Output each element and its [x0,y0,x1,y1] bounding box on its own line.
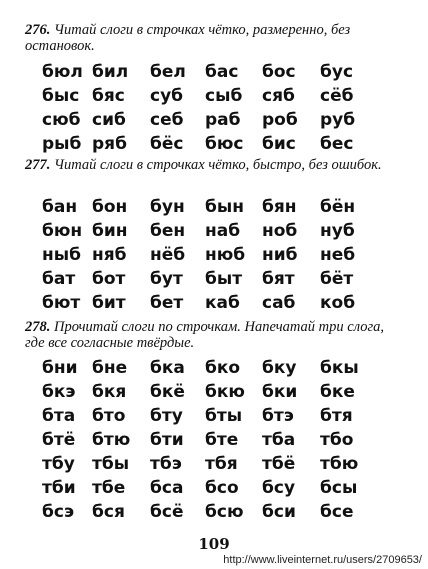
syllable: наб [205,221,241,241]
syllable: бюн [42,221,83,241]
syllable: бсэ [42,502,75,522]
syllable: бут [150,269,183,289]
syllable: бес [320,134,354,154]
syllable: бся [92,502,125,522]
syllable: тбу [42,454,75,474]
syllable: бан [42,197,78,217]
syllable: бкю [205,382,245,402]
syllable: сяб [262,86,295,106]
syllable: бос [262,62,296,82]
syllable: бсы [320,478,358,498]
syllable: саб [262,293,296,313]
syllable: бёс [150,134,184,154]
syllable: сюб [42,110,81,130]
syllable: бас [205,62,239,82]
syllable: бят [262,269,295,289]
syllable: бса [150,478,184,498]
syllable: бкё [150,382,185,402]
syllable: быс [42,86,80,106]
instruction-text: Читай слоги в строчках чётко, быстро, без ошибок. [54,157,382,173]
exercise-number: 276. [25,22,51,38]
syllable: бси [262,502,296,522]
page-number: 109 [198,535,230,553]
syllable: бяс [92,86,125,106]
syllable: тбя [205,454,238,474]
syllable: бку [262,358,297,378]
syllable: тбё [262,454,296,474]
syllable: бат [42,269,76,289]
syllable: бту [150,406,183,426]
syllable: бсё [150,502,184,522]
instruction-text: Прочитай слоги по строчкам. Напечатай три слога, где все согласные твёрдые. [25,319,384,351]
syllable: неб [320,245,356,265]
syllable: бил [92,62,129,82]
exercise-276-instruction [25,22,400,54]
syllable: бус [320,62,354,82]
syllable: бис [262,134,296,154]
syllable: бтю [92,430,131,450]
syllable: бне [92,358,128,378]
syllable: коб [320,293,356,313]
syllable: бин [92,221,128,241]
syllable: суб [150,86,184,106]
syllable: каб [205,293,240,313]
syllable: руб [320,110,356,130]
syllable: бкы [320,358,359,378]
syllable: бты [205,406,243,426]
syllable: бтэ [262,406,294,426]
syllable: тбе [92,478,126,498]
syllable: рыб [42,134,82,154]
syllable: тбо [320,430,354,450]
syllable: ныб [42,245,81,265]
syllable: бют [42,293,81,313]
syllable: бет [150,293,184,313]
syllable: быт [205,269,243,289]
syllable: бти [150,430,184,450]
syllable: бтё [42,430,76,450]
exercise-number: 278. [25,319,51,335]
syllable: бёт [320,269,354,289]
syllable: бто [92,406,126,426]
syllable: тби [42,478,76,498]
syllable: бот [92,269,126,289]
syllable: сёб [320,86,354,106]
exercise-278-instruction [25,319,400,351]
syllable: ниб [262,245,298,265]
syllable: бка [150,358,185,378]
syllable: бко [205,358,241,378]
syllable: тба [262,430,296,450]
watermark-url: http://www.liveinternet.ru/users/2709653/ [223,554,422,566]
syllable: бке [320,382,355,402]
instruction-text: Читай слоги в строчках чётко, размеренно, без остановок. [25,22,351,54]
syllable: бсю [205,502,244,522]
syllable: сиб [92,110,126,130]
syllable: бын [205,197,244,217]
syllable: бун [150,197,185,217]
syllable: сыб [205,86,243,106]
syllable: бкэ [42,382,76,402]
syllable: ноб [262,221,298,241]
syllable: бки [262,382,298,402]
syllable: роб [262,110,298,130]
syllable: бян [262,197,297,217]
syllable: бит [92,293,126,313]
syllable: бён [320,197,356,217]
syllable: бсе [320,502,354,522]
syllable: бсо [205,478,239,498]
syllable: бтя [320,406,353,426]
syllable: нюб [205,245,246,265]
syllable: ряб [92,134,127,154]
syllable: няб [92,245,127,265]
syllable: нёб [150,245,186,265]
syllable: тбю [320,454,359,474]
syllable: нуб [320,221,355,241]
syllable: бкя [92,382,127,402]
syllable: себ [150,110,184,130]
syllable: тбэ [150,454,182,474]
syllable: бни [42,358,78,378]
syllable: бюс [205,134,244,154]
syllable: бел [150,62,186,82]
syllable: бен [150,221,186,241]
syllable: бта [42,406,76,426]
syllable: бте [205,430,239,450]
syllable: бсу [262,478,296,498]
syllable: раб [205,110,241,130]
syllable: тбы [92,454,130,474]
exercise-277-instruction [25,157,400,173]
syllable: бюл [42,62,83,82]
syllable: бон [92,197,128,217]
exercise-number: 277. [25,157,51,173]
